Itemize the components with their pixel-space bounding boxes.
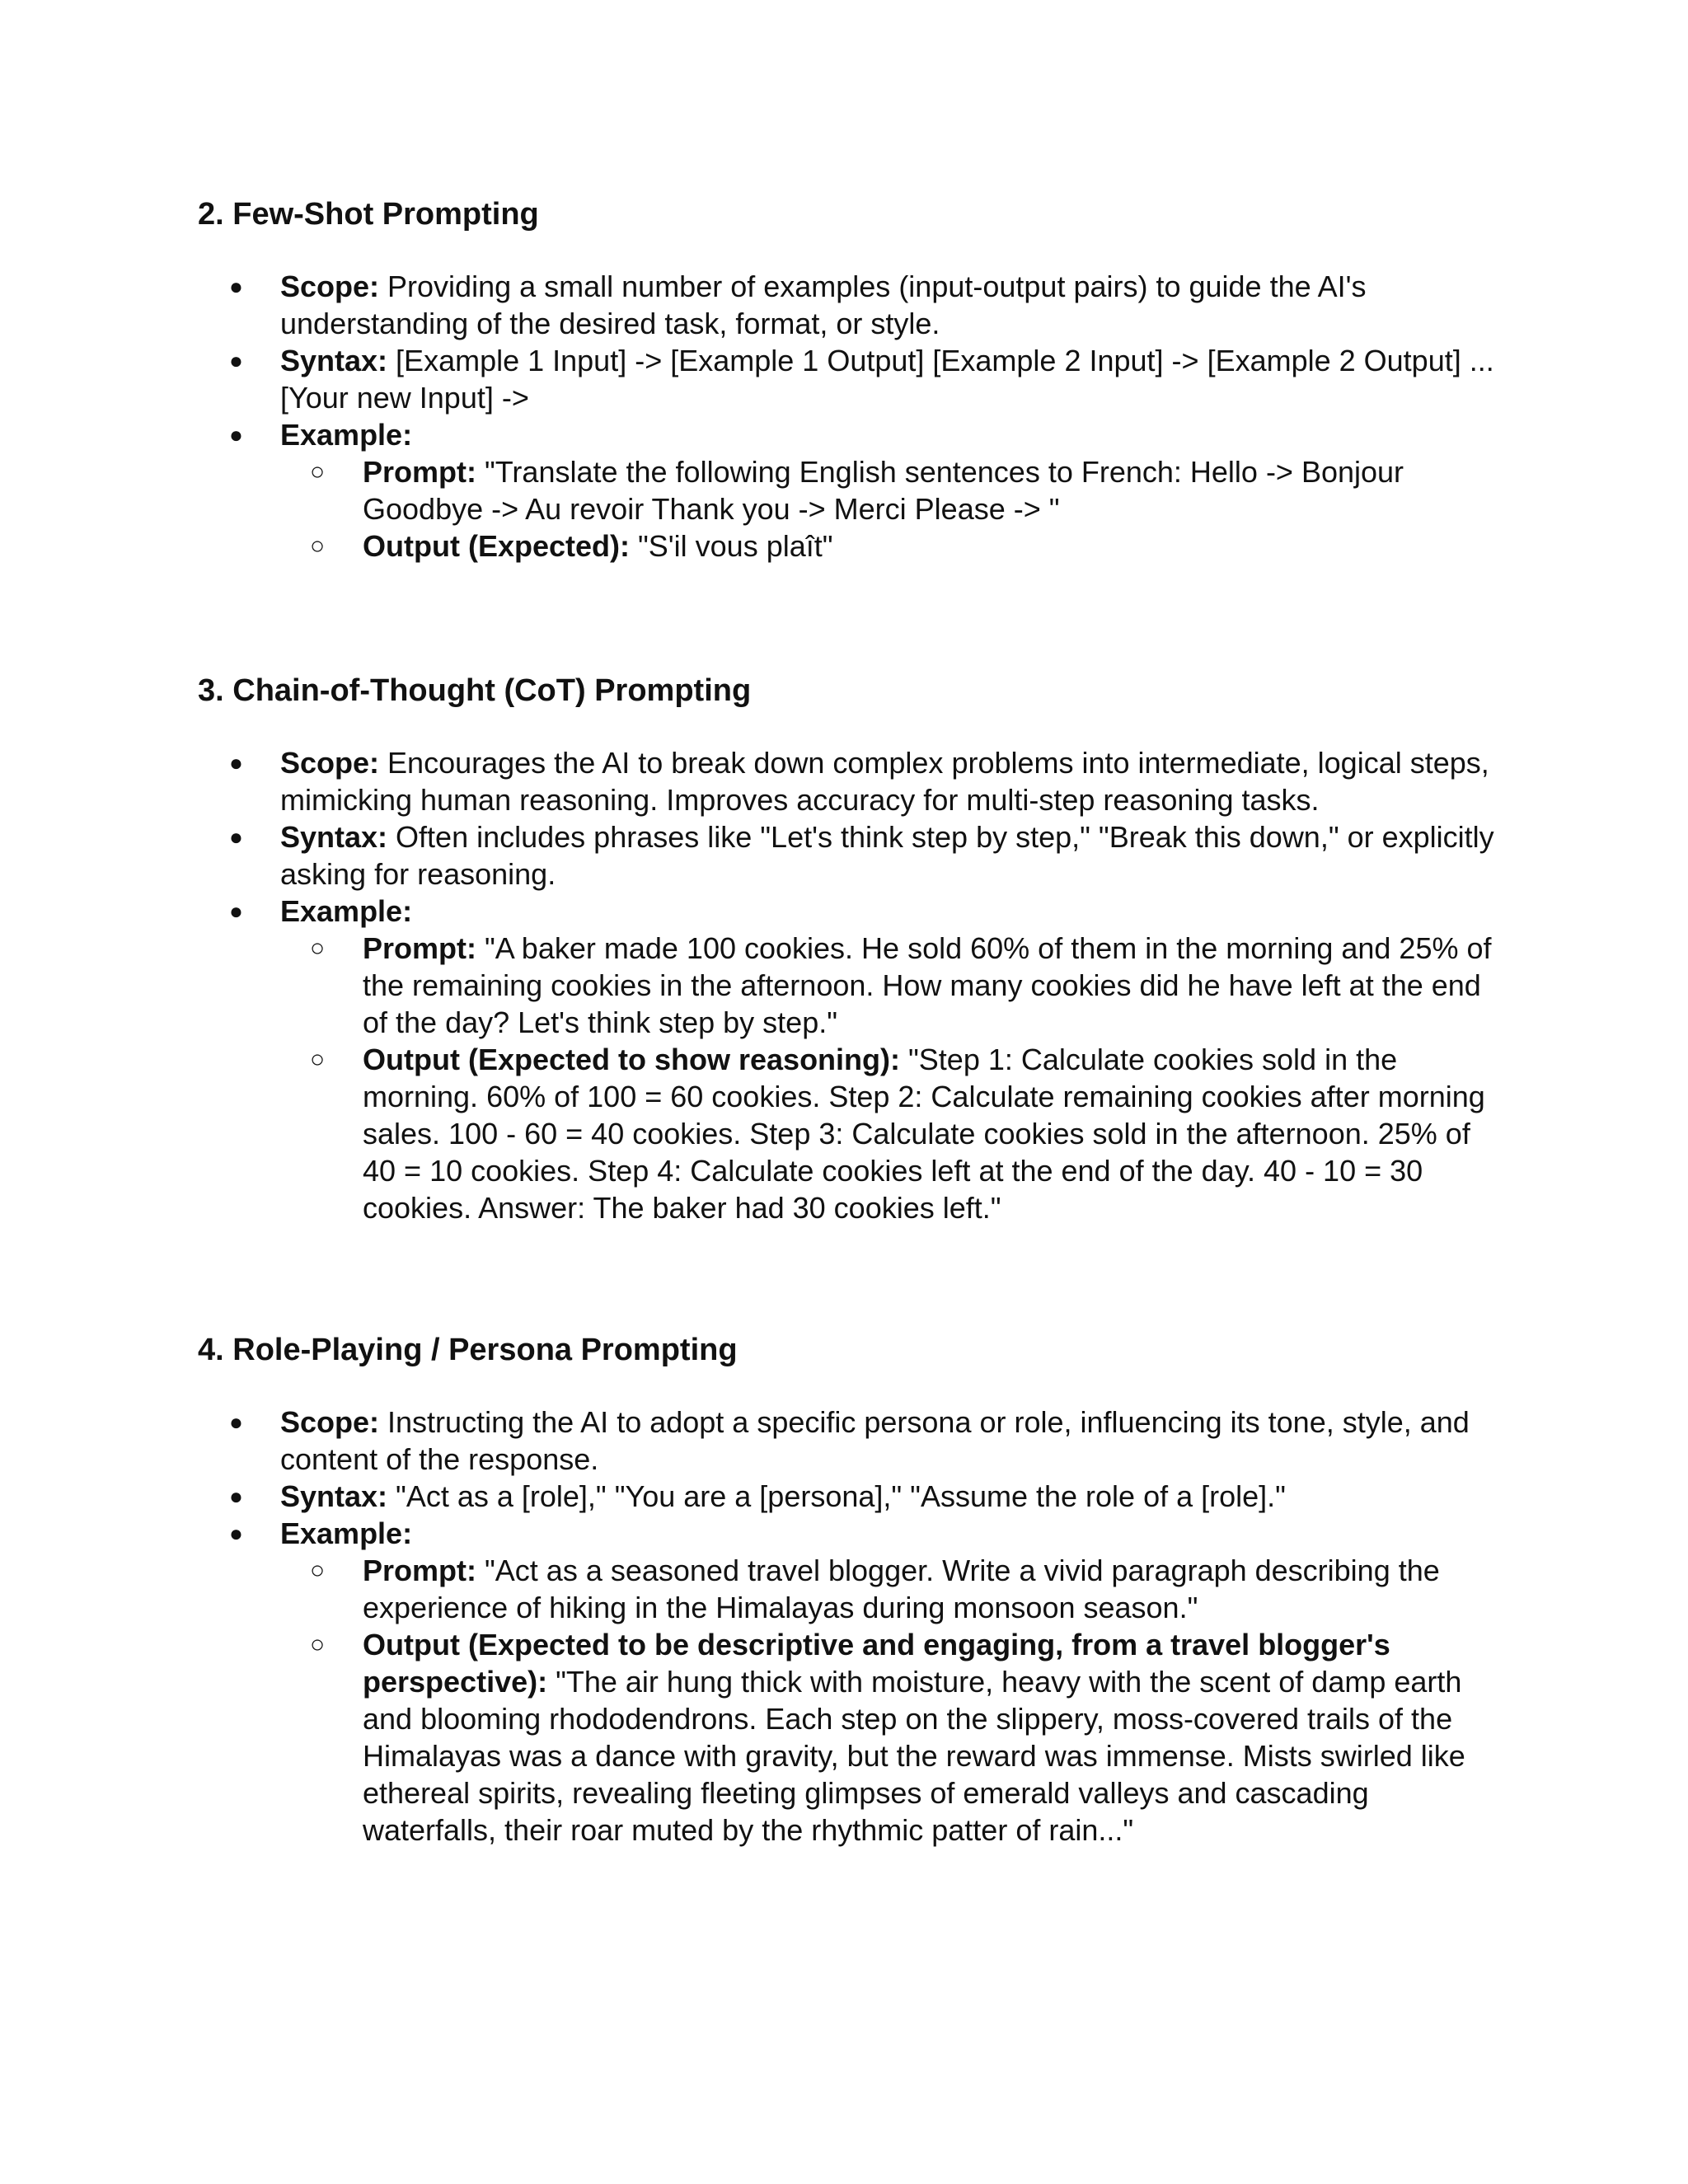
list-item-syntax [198, 1478, 1500, 1515]
bullet-icon: ● [229, 1521, 243, 1546]
section-role-playing [198, 1331, 1500, 1849]
bullet-icon: ● [229, 1409, 243, 1435]
bullet-icon: ● [229, 824, 243, 850]
scope-label: Scope: [280, 746, 380, 780]
sub-list [280, 453, 1500, 565]
sub-list [280, 1552, 1500, 1849]
prompt-text: "Translate the following English sentences to French: Hello -> Bonjour Goodbye -> Au revoir Thank you -> Merci Please -> " [363, 455, 1404, 526]
section-few-shot [198, 195, 1500, 565]
prompt-label: Prompt: [363, 931, 476, 965]
bullet-list [198, 744, 1500, 1226]
bullet-list [198, 268, 1500, 565]
output-text: "The air hung thick with moisture, heavy with the scent of damp earth and blooming rhododendrons. Each step on the slippery, moss-covered trails of the Himalayas was a dance with gravity, but the reward was immense. Mists swirled like ethereal spirits, revealing fleeting glimpses of emerald valleys and cascading waterfalls, their roar muted by the rhythmic patter of rain..." [363, 1665, 1465, 1847]
bullet-icon: ● [229, 348, 243, 373]
sub-item-prompt [280, 1552, 1500, 1626]
bullet-icon: ● [229, 898, 243, 924]
scope-label: Scope: [280, 269, 380, 303]
circle-bullet-icon: ○ [310, 935, 326, 962]
list-item-scope [198, 1404, 1500, 1478]
circle-bullet-icon: ○ [310, 532, 326, 560]
syntax-text: Often includes phrases like "Let's think step by step," "Break this down," or explicitly asking for reasoning. [280, 820, 1494, 891]
circle-bullet-icon: ○ [310, 1631, 326, 1658]
section-heading: 2. Few-Shot Prompting [198, 197, 539, 232]
circle-bullet-icon: ○ [310, 1046, 326, 1073]
list-item-scope [198, 268, 1500, 342]
scope-text: Encourages the AI to break down complex problems into intermediate, logical steps, mimicking human reasoning. Improves accuracy for multi-step reasoning tasks. [280, 746, 1489, 817]
list-item-syntax [198, 818, 1500, 893]
bullet-list [198, 1404, 1500, 1849]
syntax-label: Syntax: [280, 820, 388, 854]
bullet-icon: ● [229, 422, 243, 448]
bullet-icon: ● [229, 750, 243, 776]
output-text: "Step 1: Calculate cookies sold in the morning. 60% of 100 = 60 cookies. Step 2: Calculate remaining cookies after morning sales. 100 - 60 = 40 cookies. Step 3: Calculate cookies sold in the afternoon. 25% of 40 = 10 cookies. Step 4: Calculate cookies left at the end of the day. 40 - 10 = 30 cookies. Answer: The baker had 30 cookies left." [363, 1043, 1485, 1225]
bullet-icon: ● [229, 274, 243, 299]
example-label: Example: [280, 418, 413, 452]
scope-label: Scope: [280, 1405, 380, 1439]
list-item-example [198, 1515, 1500, 1849]
output-text: "S'il vous plaît" [629, 529, 833, 563]
prompt-text: "A baker made 100 cookies. He sold 60% of them in the morning and 25% of the remaining cookies in the afternoon. How many cookies did he have left at the end of the day? Let's think step by step." [363, 931, 1492, 1039]
syntax-label: Syntax: [280, 344, 388, 377]
output-label: Output (Expected to be descriptive and engaging, from a travel blogger's perspective): [363, 1628, 1390, 1699]
list-item-example [198, 893, 1500, 1226]
output-label: Output (Expected to show reasoning): [363, 1043, 901, 1076]
syntax-text: [Example 1 Input] -> [Example 1 Output] [Example 2 Input] -> [Example 2 Output] ... [Your new Input] -> [280, 344, 1494, 415]
scope-text: Instructing the AI to adopt a specific persona or role, influencing its tone, style, and content of the response. [280, 1405, 1470, 1476]
prompt-text: "Act as a seasoned travel blogger. Write a vivid paragraph describing the experience of hiking in the Himalayas during monsoon season." [363, 1554, 1440, 1624]
sub-item-output [280, 1041, 1500, 1226]
scope-text: Providing a small number of examples (input-output pairs) to guide the AI's understanding of the desired task, format, or style. [280, 269, 1367, 340]
sub-item-prompt [280, 930, 1500, 1041]
sub-list [280, 930, 1500, 1226]
sub-item-output [280, 527, 1500, 565]
section-heading: 3. Chain-of-Thought (CoT) Prompting [198, 673, 752, 708]
example-label: Example: [280, 894, 413, 928]
section-chain-of-thought [198, 672, 1500, 1226]
list-item-scope [198, 744, 1500, 818]
bullet-icon: ● [229, 1483, 243, 1509]
prompt-label: Prompt: [363, 455, 476, 489]
sub-item-output [280, 1626, 1500, 1849]
syntax-label: Syntax: [280, 1479, 388, 1513]
prompt-label: Prompt: [363, 1554, 476, 1587]
output-label: Output (Expected): [363, 529, 630, 563]
circle-bullet-icon: ○ [310, 1557, 326, 1584]
list-item-syntax [198, 342, 1500, 416]
example-label: Example: [280, 1516, 413, 1550]
list-item-example [198, 416, 1500, 565]
sub-item-prompt [280, 453, 1500, 527]
section-heading: 4. Role-Playing / Persona Prompting [198, 1333, 738, 1367]
circle-bullet-icon: ○ [310, 458, 326, 485]
syntax-text: "Act as a [role]," "You are a [persona]," "Assume the role of a [role]." [387, 1479, 1286, 1513]
